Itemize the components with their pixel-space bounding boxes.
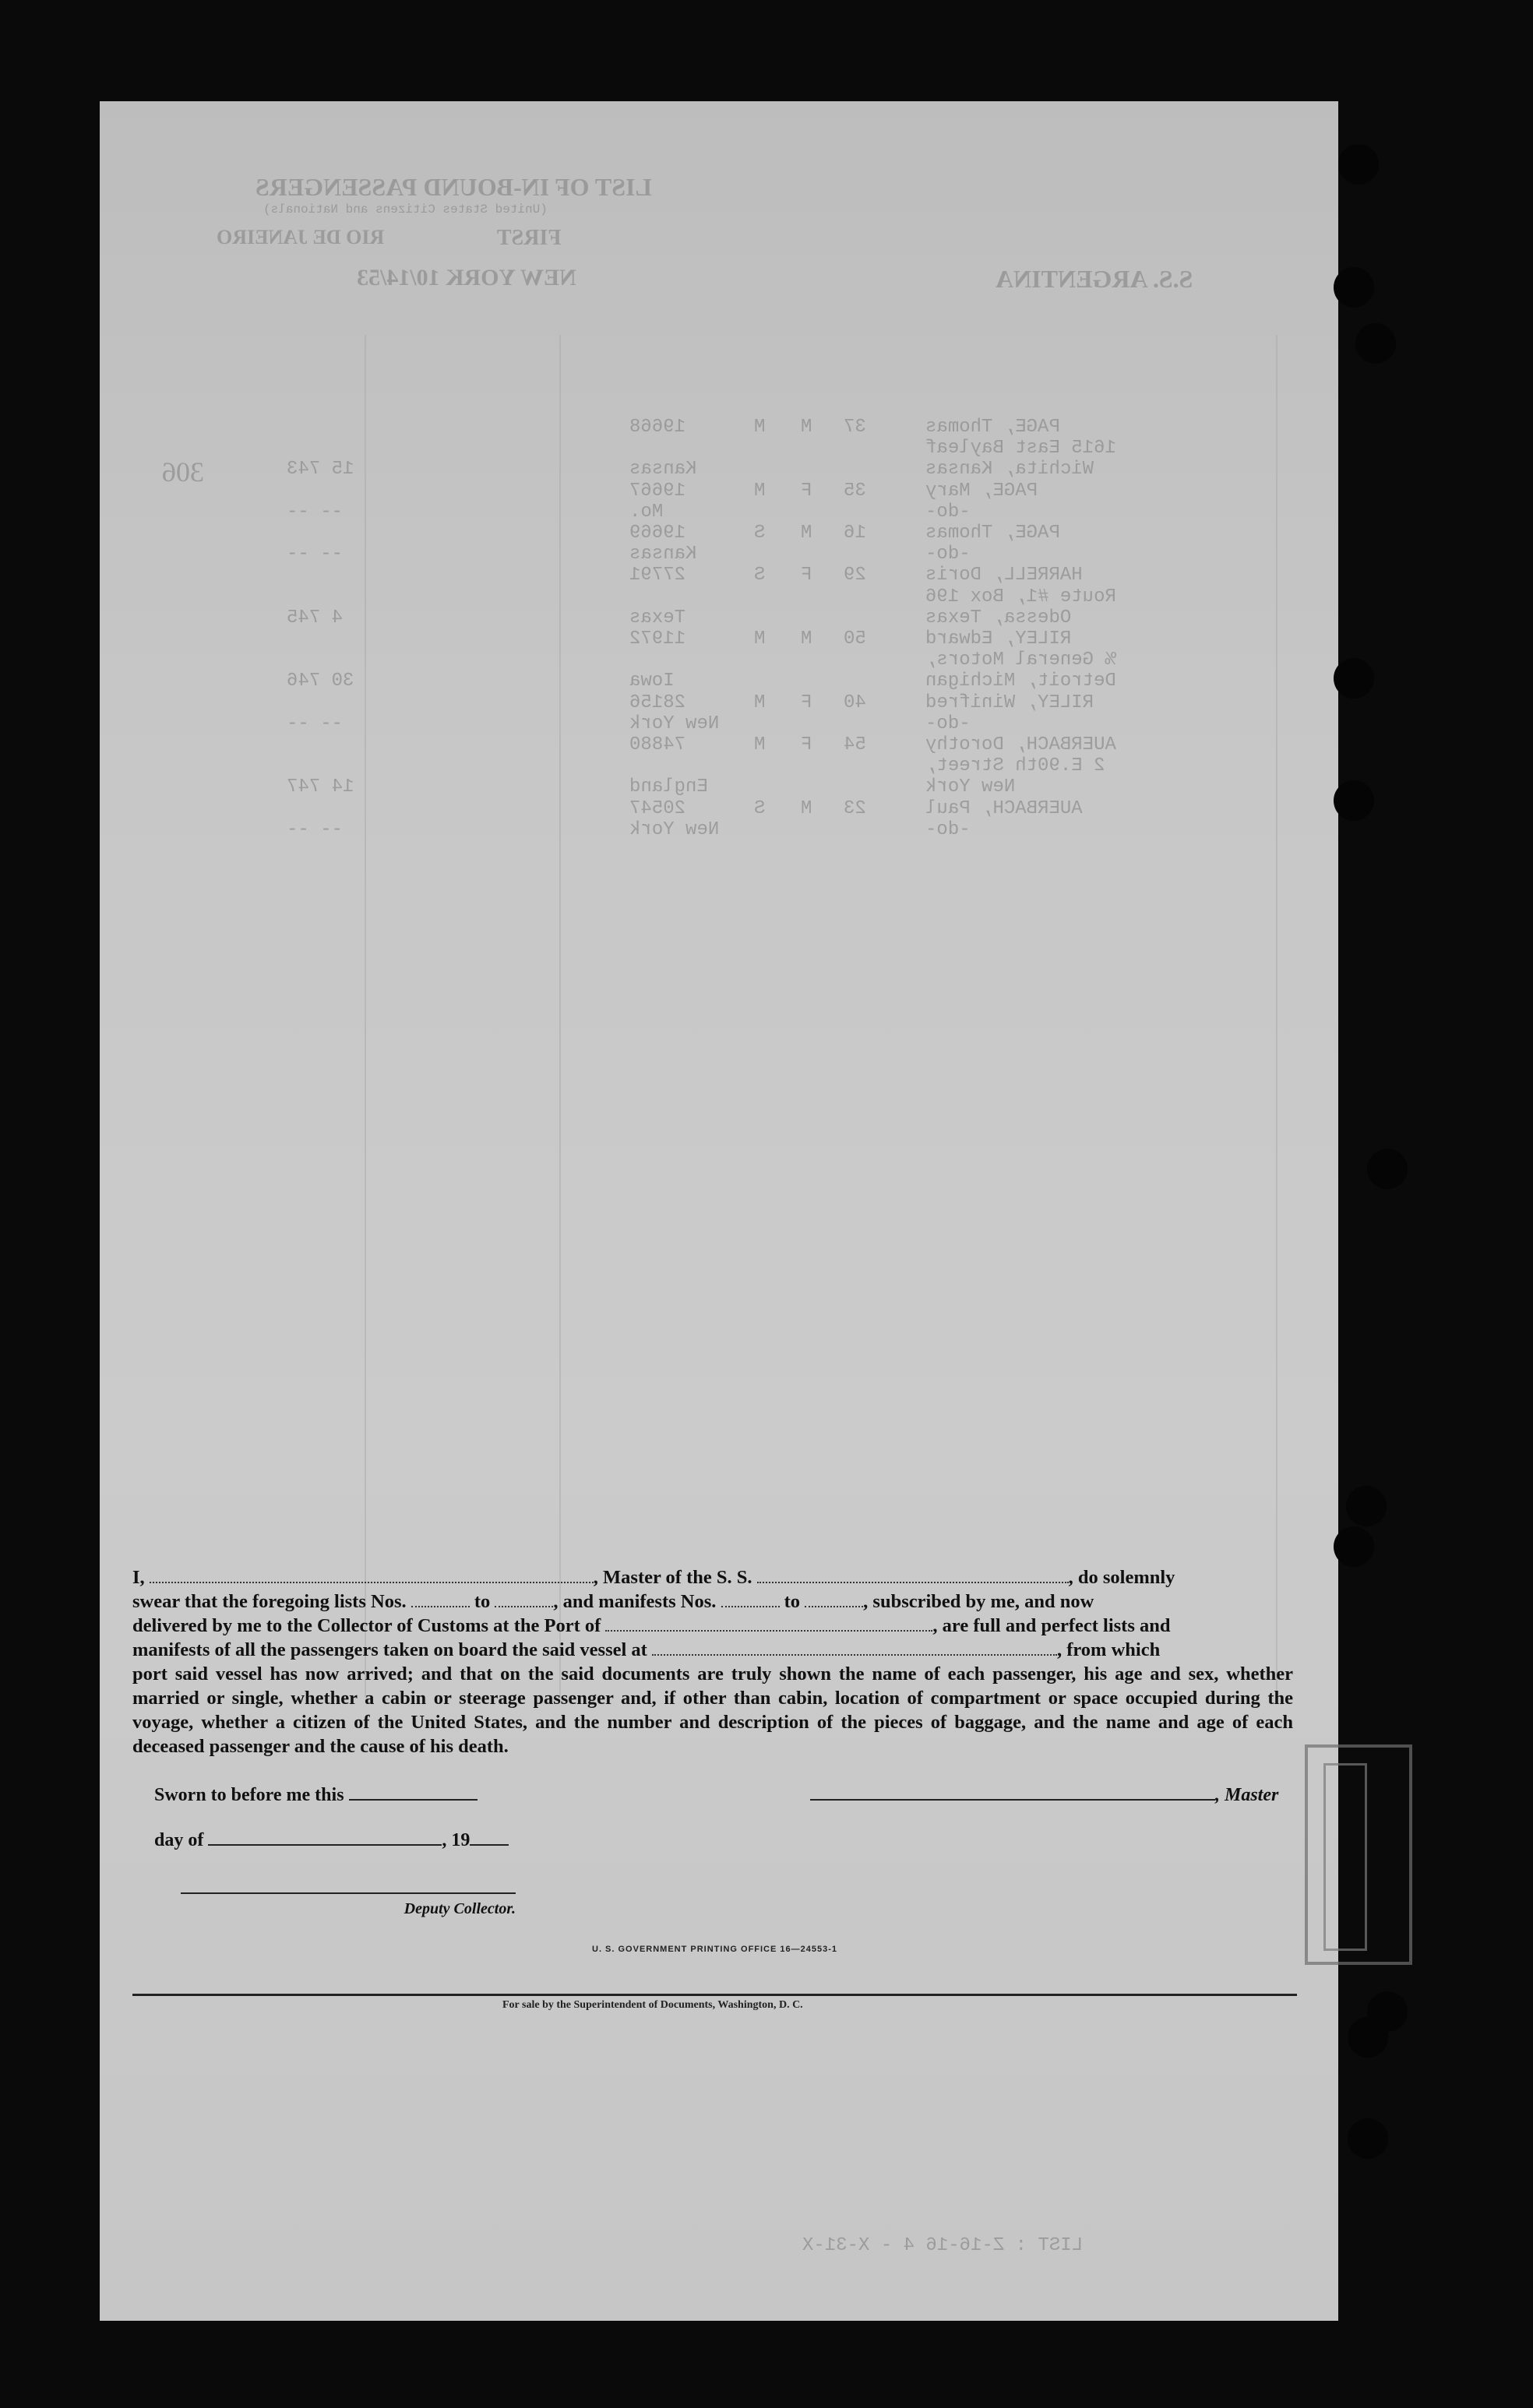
oath-text: , subscribed by me, and now [863,1591,1094,1612]
oath-text: I, [132,1567,145,1588]
binder-hole [1334,267,1374,308]
column-line [365,335,366,1698]
bleed-cell-sex: F [801,565,812,586]
bleed-cell-name: RILEY, Winifred [925,692,1094,713]
day-of-blank [208,1844,442,1846]
bleed-cell-extra: 30 746 [287,671,354,692]
bleed-cell-sex: M [801,523,812,544]
column-line [1276,335,1278,1698]
bleed-cell-name: RILEY, Edward [925,628,1072,650]
bleed-cell-extra: -- -- [287,544,344,565]
bleed-cell-ms: M [754,692,766,713]
manifest-sheet [100,101,1338,2321]
bleed-cell-extra: -- -- [287,501,344,523]
bleed-cell-ms: M [754,628,766,650]
sworn-label: Sworn to before me this [154,1785,344,1805]
bleed-cell-extra: 4 745 [287,607,344,628]
binder-hole [1334,780,1374,821]
oath-text: to [784,1591,801,1612]
bleed-cell-ms: S [754,797,766,819]
bleed-cell-name: Detroit, Michigan [925,671,1116,692]
oath-text: , are full and perfect lists and [932,1615,1171,1636]
rubber-stamp [1305,1744,1412,1965]
bleed-cell-name: AUERBACH, Paul [925,797,1083,819]
bleed-cell-ms: S [754,523,766,544]
binder-hole [1346,1486,1387,1526]
bleed-cell-name: 1615 East Bayleaf [925,438,1116,459]
bleed-cell-doc: Iowa [629,671,675,692]
column-line [559,335,561,1698]
bleed-cell-doc: 74880 [629,734,686,755]
bleed-cell-age: 50 [844,628,866,650]
bleed-cell-name: -do- [925,819,971,840]
list-to-blank [495,1590,553,1607]
deputy-collector-line: Deputy Collector. [181,1892,516,1918]
bleed-cell-name: AUERBACH, Dorothy [925,734,1116,755]
oath-text: , do solemnly [1068,1567,1175,1588]
bleed-cell-doc: 28156 [629,692,686,713]
day-of-row [154,1830,509,1851]
bleed-cell-name: PAGE, Thomas [925,417,1060,438]
bleed-cell-age: 37 [844,417,866,438]
bleed-list-subtitle: (United States Citizens and Nationals) [263,202,548,217]
bleed-cell-name: Odessa, Texas [925,607,1072,628]
master-signature-row [810,1785,1278,1806]
bleed-cell-ms: M [754,480,766,502]
binder-hole [1334,1526,1374,1567]
bleed-cell-extra: 15 743 [287,459,354,481]
sworn-row [154,1785,478,1806]
ship-name-blank [757,1566,1069,1583]
bleed-cell-name: % General Motors, [925,650,1116,671]
bleed-cell-name: -do- [925,544,971,565]
bleed-cell-doc: 19667 [629,480,686,502]
bleed-cell-name: -do- [925,501,971,523]
binder-hole [1355,323,1396,364]
bleed-side-number: 306 [162,456,204,488]
bleed-cell-name: Route #1, Box 196 [925,586,1116,607]
oath-text: manifests of all the passengers taken on board the said vessel at [132,1639,647,1660]
manifest-to-blank [805,1590,863,1607]
bleed-cell-sex: F [801,692,812,713]
bleed-cell-name: Wichita, Kansas [925,459,1094,481]
bleed-cell-name: -do- [925,713,971,734]
bleed-cell-doc: 20547 [629,797,686,819]
bleed-cell-doc: Mo. [629,501,664,523]
for-sale-notice: For sale by the Superintendent of Documents, Washington, D. C. [502,1999,803,2011]
binder-hole [1348,2017,1388,2058]
oath-text: swear that the foregoing lists Nos. [132,1591,407,1612]
bleed-cell-sex: M [801,417,812,438]
bleed-port-from: RIO DE JANEIRO [217,226,385,248]
manifest-from-blank [721,1590,780,1607]
bleed-cell-age: 54 [844,734,866,755]
oath-text: delivered by me to the Collector of Customs at the Port of [132,1615,601,1636]
bleed-cell-sex: F [801,480,812,502]
bleed-cell-age: 23 [844,797,866,819]
oath-text: , and manifests Nos. [553,1591,717,1612]
bleed-cell-ms: S [754,565,766,586]
bleed-cell-doc: 19668 [629,417,686,438]
bleed-cell-age: 16 [844,523,866,544]
bleed-cell-doc: 27791 [629,565,686,586]
bleed-cell-sex: M [801,797,812,819]
bleed-cell-doc: New York [629,713,720,734]
binder-hole [1338,144,1379,185]
bleed-cell-ms: M [754,734,766,755]
oath-text: , Master of the S. S. [593,1567,752,1588]
master-oath-paragraph [132,1565,1293,1758]
bleed-cell-extra: 14 747 [287,776,354,798]
bleed-cell-doc: Texas [629,607,686,628]
oath-text: to [474,1591,491,1612]
bleed-cell-age: 35 [844,480,866,502]
bleed-cell-doc: 19669 [629,523,686,544]
footer-rule [132,1994,1297,1996]
bleed-cell-name: PAGE, Mary [925,480,1038,502]
binder-hole [1348,2118,1388,2159]
binder-hole [1367,1149,1408,1189]
bleed-cell-age: 29 [844,565,866,586]
port-blank [605,1614,932,1632]
day-of-label: day of [154,1830,204,1850]
master-signature-blank [810,1799,1215,1801]
bleed-cell-age: 40 [844,692,866,713]
bleed-cell-extra: -- -- [287,819,344,840]
bleed-cell-name: HARRELL, Doris [925,565,1083,586]
bleed-cell-name: 2 E.90th Street, [925,755,1105,777]
binder-hole [1334,658,1374,699]
bleed-bottom-code: LIST : Z-16-16 4 - X-31-X [802,2235,1084,2256]
bleed-cell-sex: M [801,628,812,650]
master-label: , Master [1215,1785,1279,1805]
oath-text: port said vessel has now arrived; and that on the said documents are truly shown the name of each passenger, his age and sex, whether married or single, whether a cabin or steerage passenger and, if other than cabin, location of compartment or space occupied during the voyage, whether a citizen of the United States, and the number and description of the pieces of baggage, and the name and age of each deceased passenger and the cause of his death. [132,1663,1293,1757]
bleed-list-title: LIST OF IN-BOUND PASSENGERS [256,173,652,201]
master-name-blank [150,1566,594,1583]
bleed-cell-name: New York [925,776,1016,798]
year-blank [470,1844,509,1846]
bleed-cell-name: PAGE, Thomas [925,523,1060,544]
departure-port-blank [652,1639,1057,1656]
bleed-arrival: NEW YORK 10/14/53 [357,265,576,290]
bleed-cell-ms: M [754,417,766,438]
year-label: , 19 [442,1830,470,1850]
oath-text: , from which [1056,1639,1161,1660]
list-from-blank [411,1590,470,1607]
bleed-cell-doc: Kansas [629,544,697,565]
bleed-cell-extra: -- -- [287,713,344,734]
bleed-ship: S.S. ARGENTINA [996,265,1193,293]
printing-office-imprint: U. S. GOVERNMENT PRINTING OFFICE 16—24553-1 [592,1945,838,1954]
bleed-class: FIRST [497,226,562,250]
bleed-cell-sex: F [801,734,812,755]
bleed-cell-doc: Kansas [629,459,697,481]
bleed-cell-doc: New York [629,819,720,840]
bleed-cell-doc: England [629,776,708,798]
bleed-cell-doc: 11972 [629,628,686,650]
sworn-date-blank [349,1799,478,1801]
